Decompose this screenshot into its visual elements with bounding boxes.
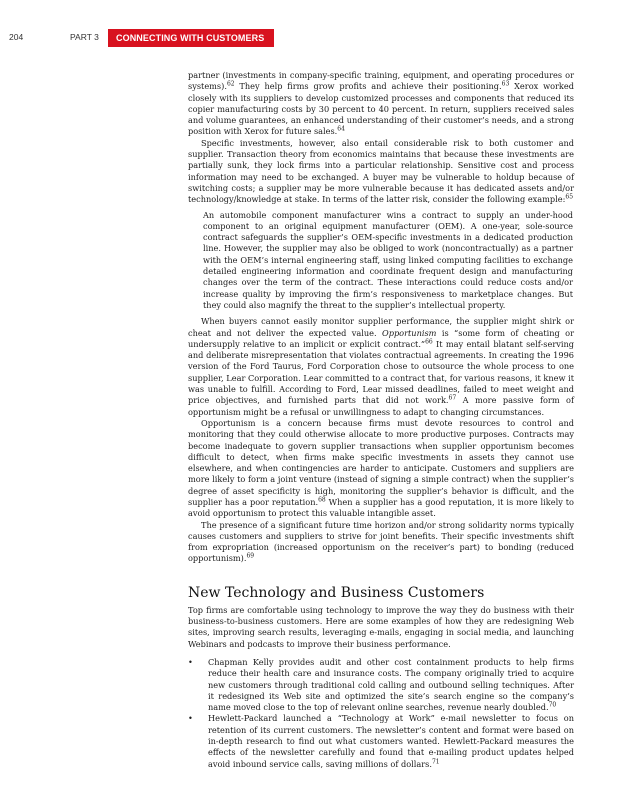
paragraph: Specific investments, however, also entail considerable risk to both customer and supplier. Transaction theory from economics maintains that because these investments are partially sunk, they lock firms into a particular relationship. Sensitive cost and process information may need to be exchanged. A buyer may be vulnerable to holdup because of switching costs; a supplier may be more vulnerable because it has dedicated assets and/or technology/knowledge at stake. In terms of the latter risk, consider the following example:$^{65}$ xyxy=(188,137,574,205)
footnote-ref: 64 xyxy=(337,125,345,133)
footnote-ref: 65 xyxy=(565,193,574,201)
paragraph: partner (investments in company-specific training, equipment, and operating procedures or systems).$^{62}$ They help firms grow profits and achieve their positioning.$^{63}$ Xerox worked closely with its suppliers to develop customized processes and components that reduced its copier manufacturing costs by 30 percent to 40 percent. In return, suppliers received sales and volume guarantees, an enhanced understanding of their customer’s needs, and a strong position with Xerox for future sales.$^{64}$ xyxy=(188,70,574,137)
part-label: PART 3 xyxy=(70,32,99,42)
footnote-ref: 71 xyxy=(431,757,440,765)
example-list xyxy=(188,657,574,770)
body-text xyxy=(188,70,574,770)
bullet-icon: • xyxy=(188,713,193,724)
page-header xyxy=(0,29,623,47)
section-banner: CONNECTING WITH CUSTOMERS xyxy=(108,29,274,47)
paragraph: When buyers cannot easily monitor supplier performance, the supplier might shirk or cheat and not deliver the expected value. Opportunism is “some form of cheating or undersupply relative to an implicit or explicit contract.”$^{66}$ It may entail blatant self-serving and deliberate misrepresentation that violates contractual agreements. In creating the 1996 version of the Ford Taurus, Ford Corporation chose to outsource the whole process to one supplier, Lear Corporation. Lear committed to a contract that, for various reasons, it knew it was unable to fulfill. According to Ford, Lear missed deadlines, failed to meet weight and price objectives, and furnished parts that did not work.$^{67}$ A more passive form of opportunism might be a refusal or unwillingness to adapt to changing circumstances. xyxy=(188,316,575,417)
paragraph: Top firms are comfortable using technology to improve the way they do business with their business-to-business customers. Here are some examples of how they are redesigning Web sites, improving search results, leveraging e-mails, engaging in social media, and launching Webinars and podcasts to improve their business performance. xyxy=(188,604,574,649)
example-quote: An automobile component manufacturer wins a contract to supply an under-hood component to an original equipment manufacturer (OEM). A one-year, sole-source contract safeguards the supplier’s OEM-specific investments in a dedicated production line. However, the supplier may also be obliged to work (noncontractually) as a partner with the OEM’s internal engineering staff, using linked computing facilities to exchange detailed engineering information and coordinate frequent design and manufacturing changes over the term of the contract. These interactions could reduce costs and/or increase quality by improving the firm’s responsiveness to marketplace changes. But they could also magnify the threat to the supplier’s intellectual property. xyxy=(203,209,573,310)
bullet-icon: • xyxy=(188,656,193,667)
list-item: • Hewlett-Packard launched a “Technology at Work” e-mail newsletter to focus on retention of its current customers. The newsletter’s content and format were based on in-depth research to find out what customers wanted. Hewlett-Packard measures the effects of the newsletter carefully and found that e-mailing product updates helped avoid inbound service calls, saving millions of dollars.$^{71}$ xyxy=(188,713,574,769)
list-item: • Chapman Kelly provides audit and other cost containment products to help firms reduce their health care and insurance costs. The company originally tried to acquire new customers through traditional cold calling and outbound selling techniques. After it redesigned its Web site and optimized the site’s search engine so the company’s name moved close to the top of relevant online searches, revenue nearly doubled.$^{70}$ xyxy=(188,656,574,713)
section-heading: New Technology and Business Customers xyxy=(188,584,485,601)
footnote-ref: 66 xyxy=(425,338,433,346)
paragraph: Opportunism is a concern because firms must devote resources to control and monitoring that they could otherwise allocate to more productive purposes. Contracts may become inadequate to govern supplier transactions when supplier opportunism becomes difficult to detect, when firms make specific investments in assets they cannot use elsewhere, and when contingencies are harder to anticipate. Customers and suppliers are more likely to form a joint venture (instead of signing a simple contract) when the supplier’s degree of asset specificity is high, monitoring the supplier’s behavior is difficult, and the supplier has a poor reputation.$^{68}$ When a supplier has a good reputation, it is more likely to avoid opportunism to protect this valuable intangible asset. xyxy=(188,417,574,519)
paragraph: The presence of a significant future time horizon and/or strong solidarity norms typically causes customers and suppliers to strive for joint benefits. Their specific investments shift from expropriation (increased opportunism on the receiver’s part) to bonding (reduced opportunism).$^{69}$ xyxy=(188,519,574,564)
footnote-ref: 68 xyxy=(318,496,326,504)
footnote-ref: 67 xyxy=(448,394,457,402)
footnote-ref: 69 xyxy=(246,552,255,560)
key-term: Opportunism xyxy=(381,327,437,338)
page-number: 204 xyxy=(9,32,24,42)
footnote-ref: 63 xyxy=(501,80,510,88)
footnote-ref: 62 xyxy=(226,80,235,88)
footnote-ref: 70 xyxy=(548,701,557,709)
